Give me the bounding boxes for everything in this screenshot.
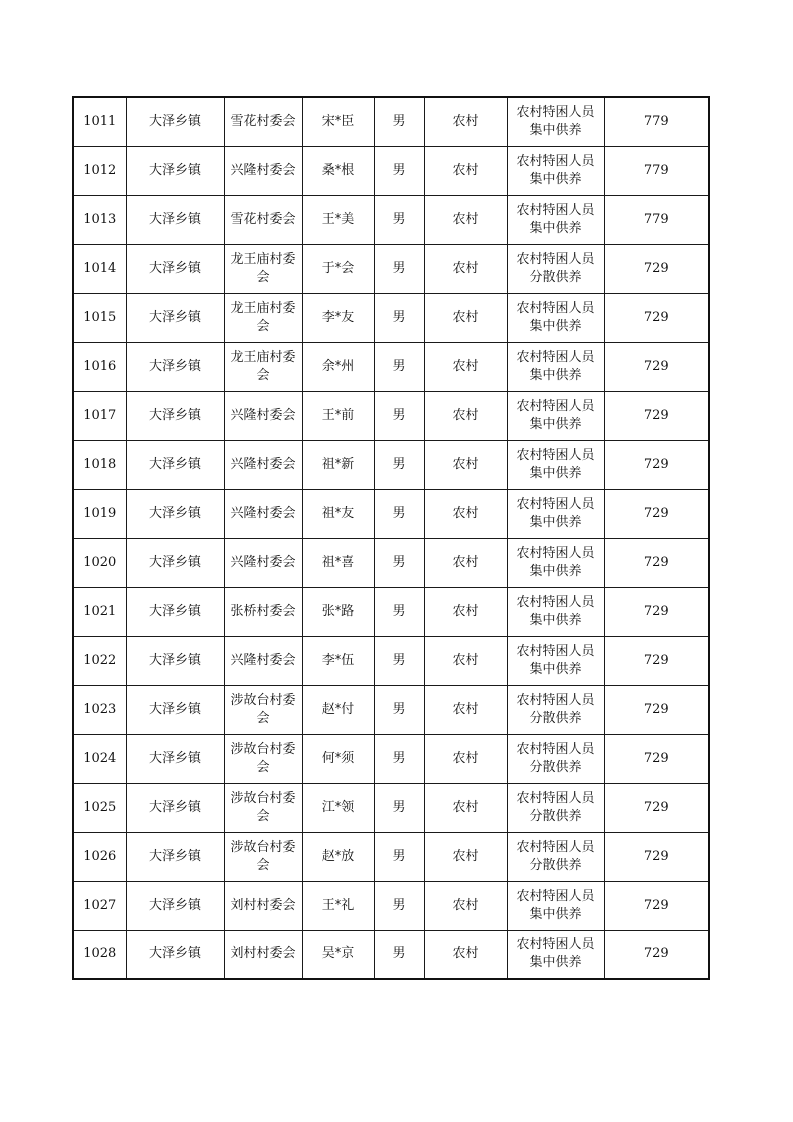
village-cell: 兴隆村委会 [224, 489, 302, 538]
table-row [73, 685, 709, 734]
amount-cell: 729 [604, 685, 709, 734]
town-cell: 大泽乡镇 [126, 293, 224, 342]
area-cell: 农村 [424, 391, 507, 440]
gender-cell: 男 [374, 342, 424, 391]
town-cell: 大泽乡镇 [126, 440, 224, 489]
town-cell: 大泽乡镇 [126, 342, 224, 391]
gender-cell: 男 [374, 489, 424, 538]
serial-number-cell: 1028 [73, 930, 126, 979]
town-cell: 大泽乡镇 [126, 832, 224, 881]
gender-cell: 男 [374, 146, 424, 195]
support-type-cell: 农村特困人员集中供养 [507, 195, 604, 244]
table-row [73, 195, 709, 244]
town-cell: 大泽乡镇 [126, 489, 224, 538]
amount-cell: 729 [604, 930, 709, 979]
amount-cell: 779 [604, 195, 709, 244]
village-cell: 龙王庙村委会 [224, 342, 302, 391]
area-cell: 农村 [424, 195, 507, 244]
serial-number-cell: 1027 [73, 881, 126, 930]
name-cell: 吴*京 [302, 930, 374, 979]
area-cell: 农村 [424, 244, 507, 293]
area-cell: 农村 [424, 685, 507, 734]
amount-cell: 729 [604, 293, 709, 342]
gender-cell: 男 [374, 881, 424, 930]
area-cell: 农村 [424, 489, 507, 538]
serial-number-cell: 1021 [73, 587, 126, 636]
town-cell: 大泽乡镇 [126, 783, 224, 832]
gender-cell: 男 [374, 97, 424, 146]
table-row [73, 783, 709, 832]
name-cell: 江*领 [302, 783, 374, 832]
area-cell: 农村 [424, 293, 507, 342]
amount-cell: 779 [604, 146, 709, 195]
town-cell: 大泽乡镇 [126, 930, 224, 979]
gender-cell: 男 [374, 587, 424, 636]
support-type-cell: 农村特困人员集中供养 [507, 489, 604, 538]
support-type-cell: 农村特困人员分散供养 [507, 244, 604, 293]
table-row [73, 244, 709, 293]
area-cell: 农村 [424, 734, 507, 783]
town-cell: 大泽乡镇 [126, 881, 224, 930]
gender-cell: 男 [374, 293, 424, 342]
relief-roster-table [72, 96, 710, 980]
town-cell: 大泽乡镇 [126, 685, 224, 734]
town-cell: 大泽乡镇 [126, 636, 224, 685]
name-cell: 王*前 [302, 391, 374, 440]
name-cell: 祖*喜 [302, 538, 374, 587]
serial-number-cell: 1015 [73, 293, 126, 342]
support-type-cell: 农村特困人员集中供养 [507, 930, 604, 979]
area-cell: 农村 [424, 440, 507, 489]
gender-cell: 男 [374, 440, 424, 489]
name-cell: 张*路 [302, 587, 374, 636]
area-cell: 农村 [424, 783, 507, 832]
amount-cell: 729 [604, 391, 709, 440]
serial-number-cell: 1023 [73, 685, 126, 734]
town-cell: 大泽乡镇 [126, 97, 224, 146]
serial-number-cell: 1025 [73, 783, 126, 832]
support-type-cell: 农村特困人员分散供养 [507, 685, 604, 734]
town-cell: 大泽乡镇 [126, 195, 224, 244]
table-row [73, 930, 709, 979]
table-row [73, 489, 709, 538]
serial-number-cell: 1017 [73, 391, 126, 440]
amount-cell: 729 [604, 832, 709, 881]
village-cell: 龙王庙村委会 [224, 293, 302, 342]
area-cell: 农村 [424, 587, 507, 636]
town-cell: 大泽乡镇 [126, 244, 224, 293]
amount-cell: 729 [604, 342, 709, 391]
table-row [73, 440, 709, 489]
town-cell: 大泽乡镇 [126, 734, 224, 783]
table-row [73, 587, 709, 636]
village-cell: 雪花村委会 [224, 97, 302, 146]
roster-body [73, 97, 709, 979]
table-row [73, 832, 709, 881]
amount-cell: 729 [604, 734, 709, 783]
gender-cell: 男 [374, 195, 424, 244]
support-type-cell: 农村特困人员集中供养 [507, 293, 604, 342]
table-row [73, 881, 709, 930]
support-type-cell: 农村特困人员集中供养 [507, 636, 604, 685]
support-type-cell: 农村特困人员集中供养 [507, 881, 604, 930]
amount-cell: 729 [604, 489, 709, 538]
town-cell: 大泽乡镇 [126, 587, 224, 636]
table-row [73, 146, 709, 195]
gender-cell: 男 [374, 783, 424, 832]
village-cell: 兴隆村委会 [224, 391, 302, 440]
support-type-cell: 农村特困人员集中供养 [507, 440, 604, 489]
name-cell: 祖*友 [302, 489, 374, 538]
area-cell: 农村 [424, 97, 507, 146]
area-cell: 农村 [424, 832, 507, 881]
gender-cell: 男 [374, 636, 424, 685]
name-cell: 何*须 [302, 734, 374, 783]
amount-cell: 779 [604, 97, 709, 146]
support-type-cell: 农村特困人员集中供养 [507, 391, 604, 440]
amount-cell: 729 [604, 636, 709, 685]
village-cell: 涉故台村委会 [224, 832, 302, 881]
table-row [73, 391, 709, 440]
amount-cell: 729 [604, 783, 709, 832]
support-type-cell: 农村特困人员集中供养 [507, 342, 604, 391]
gender-cell: 男 [374, 538, 424, 587]
area-cell: 农村 [424, 146, 507, 195]
table-row [73, 538, 709, 587]
gender-cell: 男 [374, 244, 424, 293]
support-type-cell: 农村特困人员分散供养 [507, 832, 604, 881]
name-cell: 王*礼 [302, 881, 374, 930]
serial-number-cell: 1022 [73, 636, 126, 685]
area-cell: 农村 [424, 636, 507, 685]
serial-number-cell: 1012 [73, 146, 126, 195]
serial-number-cell: 1026 [73, 832, 126, 881]
support-type-cell: 农村特困人员集中供养 [507, 538, 604, 587]
name-cell: 赵*付 [302, 685, 374, 734]
amount-cell: 729 [604, 244, 709, 293]
name-cell: 王*美 [302, 195, 374, 244]
gender-cell: 男 [374, 930, 424, 979]
gender-cell: 男 [374, 685, 424, 734]
name-cell: 宋*臣 [302, 97, 374, 146]
amount-cell: 729 [604, 440, 709, 489]
serial-number-cell: 1011 [73, 97, 126, 146]
amount-cell: 729 [604, 587, 709, 636]
name-cell: 桑*根 [302, 146, 374, 195]
village-cell: 兴隆村委会 [224, 440, 302, 489]
town-cell: 大泽乡镇 [126, 538, 224, 587]
town-cell: 大泽乡镇 [126, 391, 224, 440]
support-type-cell: 农村特困人员集中供养 [507, 587, 604, 636]
serial-number-cell: 1018 [73, 440, 126, 489]
table-row [73, 293, 709, 342]
amount-cell: 729 [604, 538, 709, 587]
area-cell: 农村 [424, 881, 507, 930]
support-type-cell: 农村特困人员集中供养 [507, 97, 604, 146]
gender-cell: 男 [374, 734, 424, 783]
town-cell: 大泽乡镇 [126, 146, 224, 195]
village-cell: 涉故台村委会 [224, 734, 302, 783]
village-cell: 张桥村委会 [224, 587, 302, 636]
village-cell: 刘村村委会 [224, 930, 302, 979]
serial-number-cell: 1014 [73, 244, 126, 293]
table-row [73, 97, 709, 146]
gender-cell: 男 [374, 391, 424, 440]
table-row [73, 734, 709, 783]
serial-number-cell: 1024 [73, 734, 126, 783]
area-cell: 农村 [424, 342, 507, 391]
table-row [73, 636, 709, 685]
support-type-cell: 农村特困人员分散供养 [507, 734, 604, 783]
village-cell: 涉故台村委会 [224, 685, 302, 734]
serial-number-cell: 1013 [73, 195, 126, 244]
village-cell: 雪花村委会 [224, 195, 302, 244]
area-cell: 农村 [424, 538, 507, 587]
table-row [73, 342, 709, 391]
village-cell: 兴隆村委会 [224, 146, 302, 195]
village-cell: 兴隆村委会 [224, 636, 302, 685]
village-cell: 涉故台村委会 [224, 783, 302, 832]
village-cell: 刘村村委会 [224, 881, 302, 930]
serial-number-cell: 1016 [73, 342, 126, 391]
village-cell: 兴隆村委会 [224, 538, 302, 587]
serial-number-cell: 1019 [73, 489, 126, 538]
support-type-cell: 农村特困人员分散供养 [507, 783, 604, 832]
support-type-cell: 农村特困人员集中供养 [507, 146, 604, 195]
name-cell: 于*会 [302, 244, 374, 293]
serial-number-cell: 1020 [73, 538, 126, 587]
name-cell: 李*友 [302, 293, 374, 342]
amount-cell: 729 [604, 881, 709, 930]
name-cell: 余*州 [302, 342, 374, 391]
name-cell: 李*伍 [302, 636, 374, 685]
gender-cell: 男 [374, 832, 424, 881]
name-cell: 赵*放 [302, 832, 374, 881]
area-cell: 农村 [424, 930, 507, 979]
name-cell: 祖*新 [302, 440, 374, 489]
village-cell: 龙王庙村委会 [224, 244, 302, 293]
